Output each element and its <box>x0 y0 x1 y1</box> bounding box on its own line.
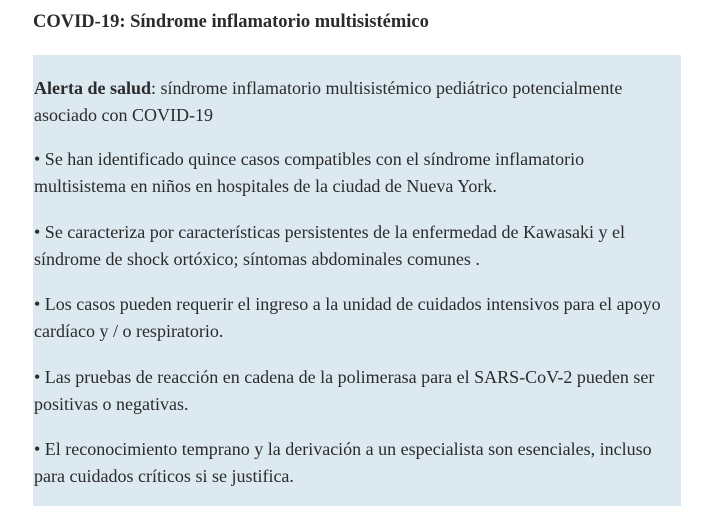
alert-intro <box>34 75 674 129</box>
bullet-item: • Las pruebas de reacción en cadena de la polimerasa para el SARS-CoV-2 pueden ser positivas o negativas. <box>34 366 655 414</box>
bullet-item: • Se han identificado quince casos compatibles con el síndrome inflamatorio multisistema en niños en hospitales de la ciudad de Nueva York. <box>34 149 585 196</box>
bullet-item: • El reconocimiento temprano y la derivación a un especialista son esenciales, incluso para cuidados críticos si se justifica. <box>34 439 652 486</box>
alert-text: : síndrome inflamatorio multisistémico pediátrico potencialmente asociado con COVID-19 <box>34 78 623 125</box>
bullet-item: • Los casos pueden requerir el ingreso a la unidad de cuidados intensivos para el apoyo cardíaco y / o respiratorio. <box>34 294 661 341</box>
bullet-item: • Se caracteriza por características persistentes de la enfermedad de Kawasaki y el síndrome de shock ortóxico; síntomas abdominales comunes . <box>34 221 625 269</box>
page-title: COVID-19: Síndrome inflamatorio multisistémico <box>33 12 429 32</box>
health-alert-box <box>33 55 681 506</box>
alert-label: Alerta de salud <box>34 78 151 98</box>
